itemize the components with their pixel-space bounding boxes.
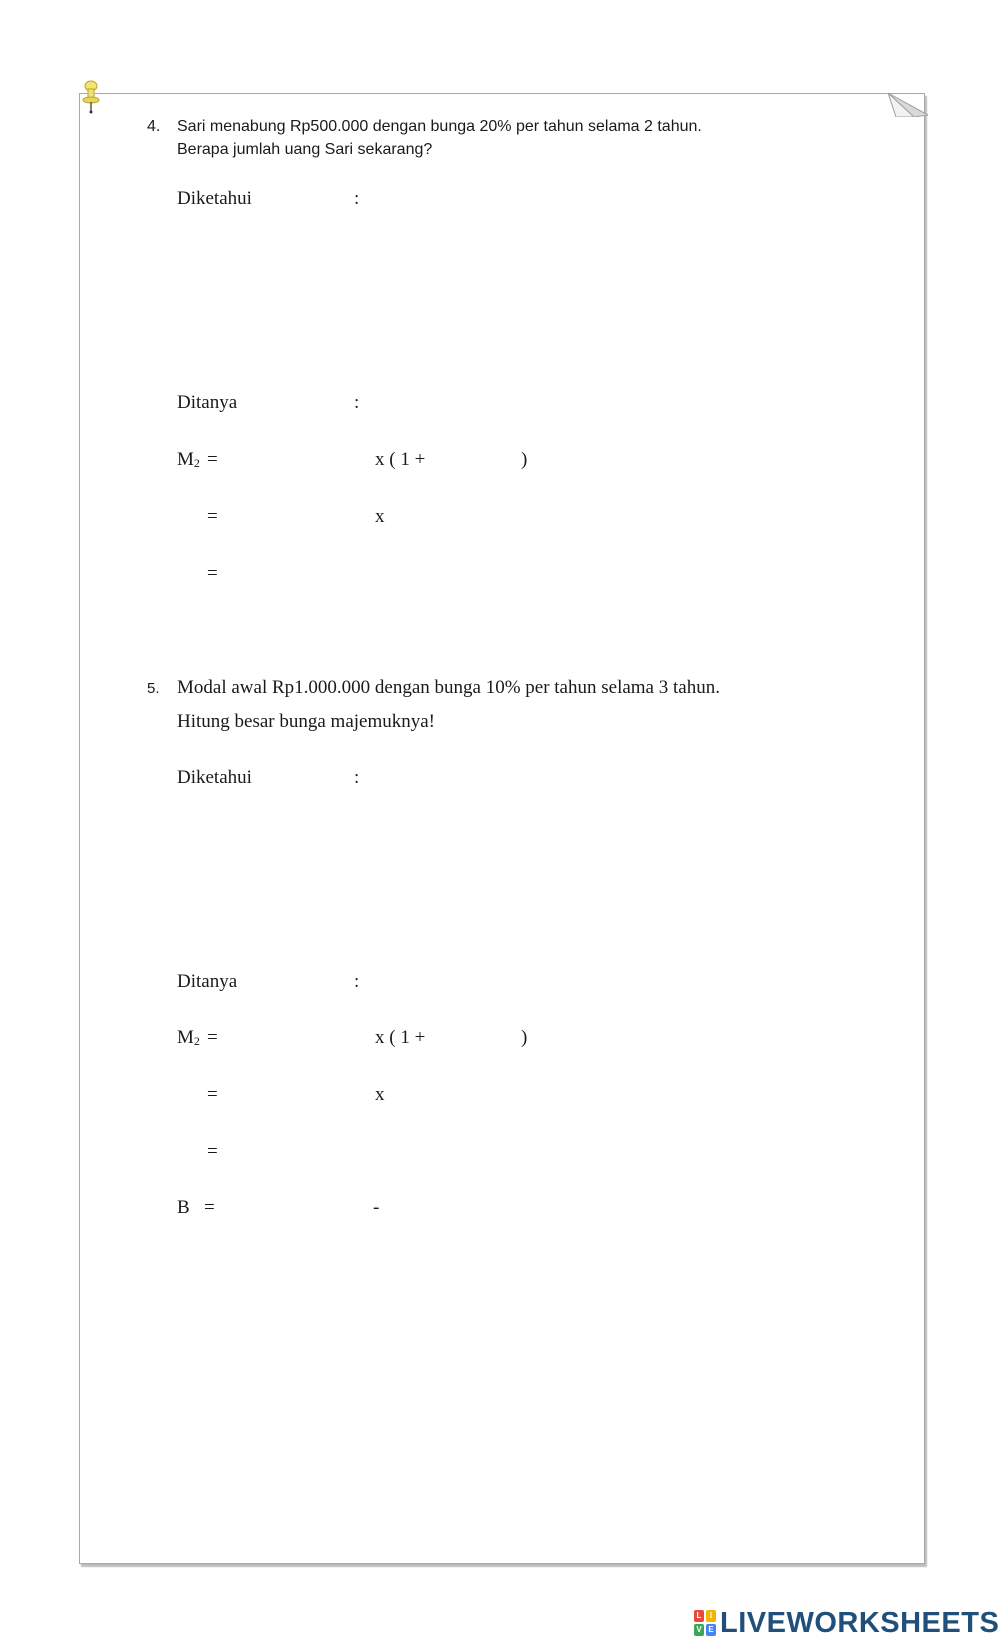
worksheet-page [79, 93, 925, 1564]
q4-known-label: Diketahui [177, 188, 252, 209]
q5-step2-times: x [375, 1084, 385, 1105]
push-pin-icon [80, 80, 102, 114]
q4-step2-times: x [375, 506, 385, 527]
q5-asked-colon: : [354, 971, 360, 992]
q5-times-paren-open: x ( 1 + [375, 1027, 426, 1048]
q4-question-line1: Sari menabung Rp500.000 dengan bunga 20% per tahun selama 2 tahun. [177, 118, 702, 135]
q5-known-label: Diketahui [177, 767, 252, 788]
q5-number: 5. [147, 680, 160, 697]
q5-b-label: B [177, 1197, 190, 1218]
q5-question-line1: Modal awal Rp1.000.000 dengan bunga 10% per tahun selama 3 tahun. [177, 677, 720, 698]
q5-asked-label: Ditanya [177, 971, 238, 992]
logo-block-l: L [694, 1610, 704, 1622]
q5-m2-equals: = [207, 1027, 218, 1048]
logo-block-e: E [706, 1624, 716, 1636]
q4-paren-close: ) [521, 449, 528, 470]
q4-times-paren-open: x ( 1 + [375, 449, 426, 470]
q5-b-equals: = [204, 1197, 215, 1218]
logo-block-i: I [706, 1610, 716, 1622]
q5-b-minus: - [373, 1197, 380, 1218]
q5-step2-equals: = [207, 1084, 218, 1105]
q4-m2-equals: = [207, 449, 218, 470]
logo-block-v: V [694, 1624, 704, 1636]
q4-asked-label: Ditanya [177, 392, 238, 413]
q4-asked-colon: : [354, 392, 360, 413]
q5-paren-close: ) [521, 1027, 528, 1048]
folded-corner-icon [888, 91, 928, 117]
q4-question-line2: Berapa jumlah uang Sari sekarang? [177, 141, 433, 158]
q4-step3-equals: = [207, 563, 218, 584]
q4-step2-equals: = [207, 506, 218, 527]
liveworksheets-wordmark: LIVEWORKSHEETS [720, 1606, 999, 1639]
q4-known-colon: : [354, 188, 360, 209]
q5-step3-equals: = [207, 1141, 218, 1162]
liveworksheets-logo [694, 1608, 999, 1638]
q4-number: 4. [147, 118, 161, 135]
q5-m2-label: $M_2$ [177, 1027, 200, 1048]
liveworksheets-logo-icon [694, 1610, 716, 1636]
q5-known-colon: : [354, 767, 360, 788]
q4-m2-label: $M_2$ [177, 449, 200, 470]
q5-question-line2: Hitung besar bunga majemuknya! [177, 711, 436, 732]
